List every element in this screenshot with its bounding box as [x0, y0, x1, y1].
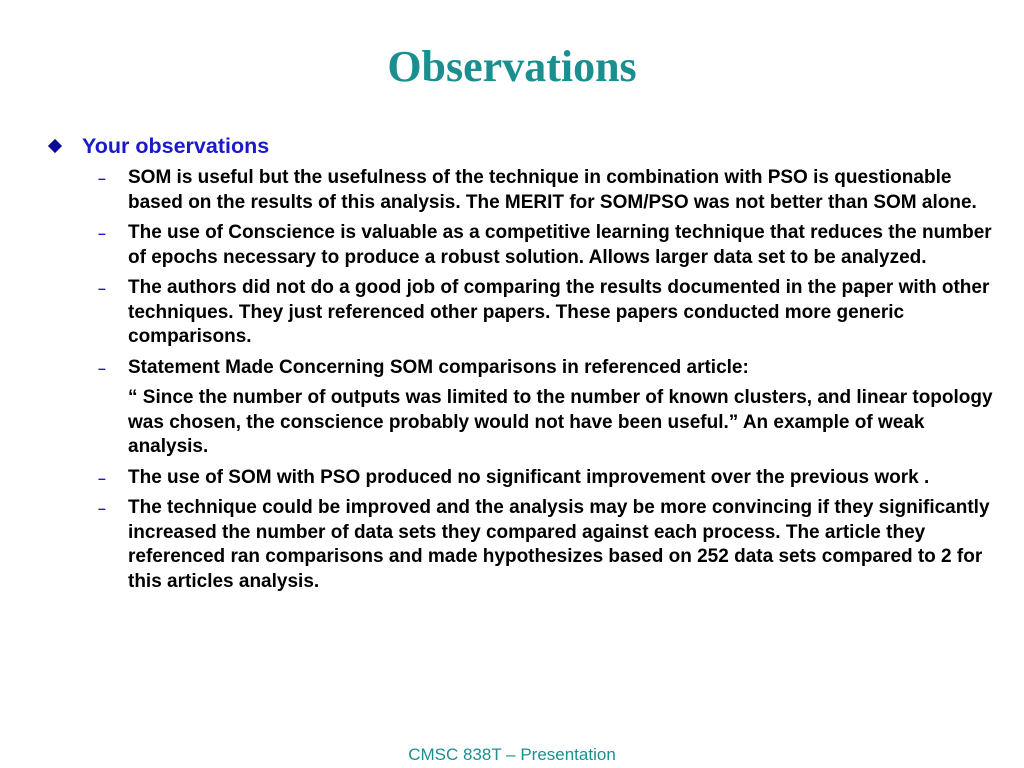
observation-text: The use of Conscience is valuable as a competitive learning technique that reduces the number of epochs necessary to produce a robust solution. Allows larger data set to be analyzed. — [128, 222, 992, 268]
observation-item — [96, 356, 996, 381]
observation-text: The technique could be improved and the analysis may be more convincing if they significantly increased the number of data sets they compared against each process. The article they referenced ran comparisons and made hypothesizes based on 252 data sets compared to 2 for this articles analysis. — [128, 497, 990, 592]
observation-list — [96, 166, 996, 600]
slide-title: Observations — [387, 42, 637, 91]
quoted-statement — [96, 386, 996, 460]
observation-text: SOM is useful but the usefulness of the technique in combination with PSO is questionable based on the results of this analysis. The MERIT for SOM/PSO was not better than SOM alone. — [128, 167, 977, 213]
observation-item — [96, 496, 996, 594]
dash-bullet-icon: – — [98, 170, 106, 186]
dash-bullet-icon: – — [98, 225, 106, 241]
dash-bullet-icon: – — [98, 280, 106, 296]
diamond-bullet-icon — [48, 139, 62, 153]
slide-footer: CMSC 838T – Presentation — [408, 745, 616, 764]
observation-text: Statement Made Concerning SOM comparisons in referenced article: — [128, 356, 749, 378]
main-bullet-text: Your observations — [82, 134, 270, 158]
observation-item — [96, 166, 996, 215]
observation-text: The authors did not do a good job of comparing the results documented in the paper with other techniques. They just referenced other papers. These papers conducted more generic comparisons. — [128, 277, 990, 347]
main-bullet — [48, 132, 269, 160]
quote-text: “ Since the number of outputs was limited to the number of known clusters, and linear topology was chosen, the conscience probably would not have been useful.” An example of weak analysis. — [128, 387, 993, 457]
dash-bullet-icon: – — [98, 359, 106, 376]
observation-item — [96, 221, 996, 270]
dash-bullet-icon: – — [98, 500, 106, 516]
observation-text: The use of SOM with PSO produced no significant improvement over the previous work . — [128, 466, 930, 488]
observation-item — [96, 466, 996, 491]
observation-item — [96, 276, 996, 350]
dash-bullet-icon: – — [98, 469, 106, 486]
